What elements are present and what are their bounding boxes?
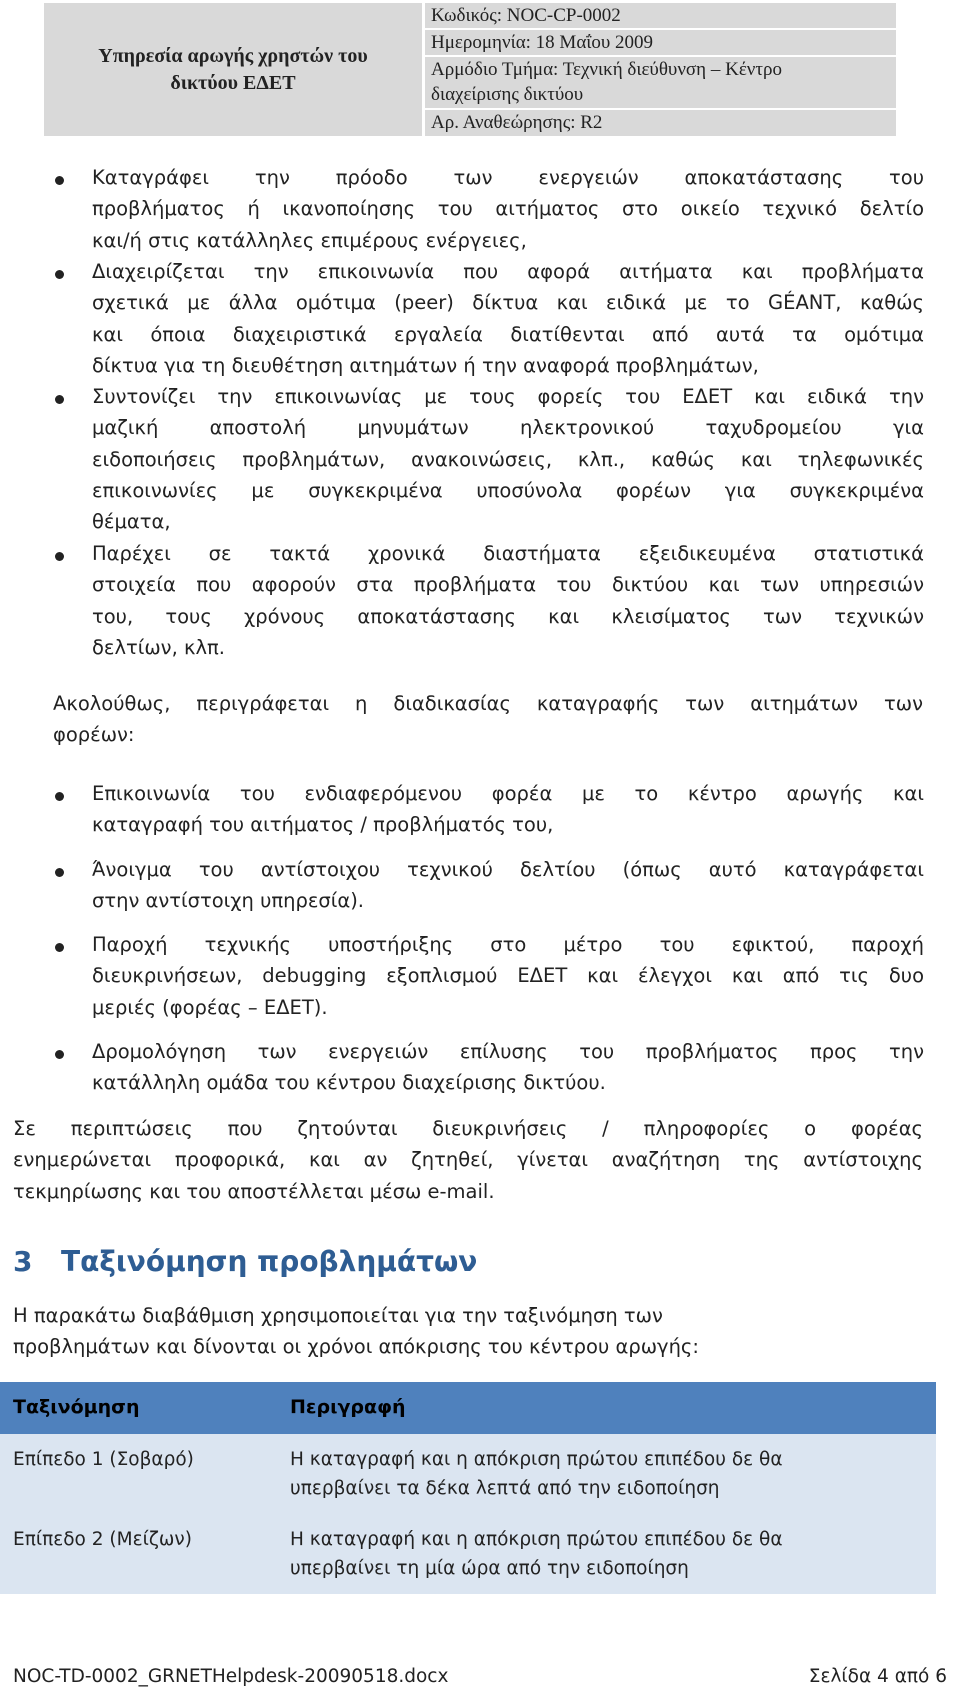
bullet-icon <box>55 792 64 801</box>
organization-name <box>44 3 422 136</box>
list-item: Διαχειρίζεται την επικοινωνία που αφορά αιτήματα και προβλήματα σχετικά με άλλα ομότιμα (peer) δίκτυα και ειδικά με το GÉANT, καθώς και όποια διαχειριστικά εργαλεία διατίθενται από αυτά τα ομότιμα δίκτυα για τη διευθέτηση αιτημάτων ή την αναφορά προβλημάτων, <box>92 260 924 377</box>
org-line-2: δικτύου ΕΔΕΤ <box>170 71 296 94</box>
bullet-icon <box>55 1050 64 1059</box>
list-item: Επικοινωνία του ενδιαφερόμενου φορέα με το κέντρο αρωγής και καταγραφή του αιτήματος / προβλήματός του, <box>92 782 924 837</box>
bullet-icon <box>55 270 64 279</box>
document-header <box>44 3 896 136</box>
description-cell: Η καταγραφή και η απόκριση πρώτου επιπέδου δε θα υπερβαίνει τη μία ώρα από την ειδοποίηση <box>290 1529 783 1579</box>
level-cell: Επίπεδο 2 (Μείζων) <box>13 1529 192 1550</box>
dept-line-1: Αρμόδιο Τμήμα: Τεχνική διεύθυνση – Κέντρο <box>431 59 783 80</box>
header-description: Περιγραφή <box>290 1396 406 1418</box>
document-info <box>425 3 896 136</box>
bullet-icon <box>55 552 64 561</box>
intro-paragraph: Ακολούθως, περιγράφεται η διαδικασίας καταγραφής των αιτημάτων των φορέων: <box>53 692 923 747</box>
bullet-icon <box>55 943 64 952</box>
section-heading <box>13 1245 477 1278</box>
description-cell: Η καταγραφή και η απόκριση πρώτου επιπέδου δε θα υπερβαίνει τα δέκα λεπτά από την ειδοποίηση <box>290 1449 783 1499</box>
level-cell: Επίπεδο 1 (Σοβαρό) <box>13 1449 194 1470</box>
bullet-icon <box>55 868 64 877</box>
bullet-icon <box>55 395 64 404</box>
footer-page-number: Σελίδα 4 από 6 <box>808 1666 947 1687</box>
list-item: Συντονίζει την επικοινωνίας με τους φορείς του ΕΔΕΤ και ειδικά την μαζική αποστολή μηνυμάτων ηλεκτρονικού ταχυδρομείου για ειδοποιήσεις προβλημάτων, ανακοινώσεις, κλπ., καθώς και τηλεφωνικές επικοινωνίες με συγκεκριμένα υποσύνολα φορέων για συγκεκριμένα θέματα, <box>92 385 924 534</box>
bullet-icon <box>55 176 64 185</box>
header-classification: Ταξινόμηση <box>13 1396 140 1418</box>
section-title: Ταξινόμηση προβλημάτων <box>61 1245 478 1278</box>
list-item: Παροχή τεχνικής υποστήριξης στο μέτρο του εφικτού, παροχή διευκρινήσεων, debugging εξοπλισμού ΕΔΕΤ και έλεγχοι και από τις δυο μεριές (φορέας – ΕΔΕΤ). <box>92 933 924 1019</box>
note-paragraph: Σε περιπτώσεις που ζητούνται διευκρινήσεις / πληροφορίες ο φορέας ενημερώνεται προφορικά, και αν ζητηθεί, γίνεται αναζήτηση της αντίστοιχης τεκμηρίωσης και του αποστέλλεται μέσω e-mail. <box>13 1117 923 1203</box>
list-item: Άνοιγμα του αντίστοιχου τεχνικού δελτίου (όπως αυτό καταγράφεται στην αντίστοιχη υπηρεσία). <box>92 858 924 913</box>
list-item: Δρομολόγηση των ενεργειών επίλυσης του προβλήματος προς την κατάλληλη ομάδα του κέντρου διαχείρισης δικτύου. <box>92 1040 924 1095</box>
table-row <box>0 1434 936 1514</box>
section-intro: Η παρακάτω διαβάθμιση χρησιμοποιείται για την ταξινόμηση των προβλημάτων και δίνονται οι χρόνοι απόκρισης του κέντρου αρωγής: <box>13 1304 699 1359</box>
doc-department <box>425 57 896 108</box>
table-header-row <box>0 1382 936 1434</box>
section-number: 3 <box>13 1245 33 1278</box>
doc-revision: Αρ. Αναθεώρησης: R2 <box>425 110 896 136</box>
dept-line-2: διαχείρισης δικτύου <box>431 84 584 105</box>
table-row <box>0 1514 936 1594</box>
footer-filename: NOC-TD-0002_GRNETHelpdesk-20090518.docx <box>13 1666 449 1687</box>
list-item: Παρέχει σε τακτά χρονικά διαστήματα εξειδικευμένα στατιστικά στοιχεία που αφορούν στα προβλήματα του δικτύου και των υπηρεσιών του, τους χρόνους αποκατάστασης και κλεισίματος των τεχνικών δελτίων, κλπ. <box>92 542 924 659</box>
list-item: Καταγράφει την πρόοδο των ενεργειών αποκατάστασης του προβλήματος ή ικανοποίησης του αιτήματος στο οικείο τεχνικό δελτίο και/ή στις κατάλληλες επιμέρους ενέργειες, <box>92 166 924 252</box>
doc-date: Ημερομηνία: 18 Μαΐου 2009 <box>425 30 896 55</box>
doc-code: Κωδικός: NOC-CP-0002 <box>425 3 896 28</box>
org-line-1: Υπηρεσία αρωγής χρηστών του <box>98 44 368 67</box>
